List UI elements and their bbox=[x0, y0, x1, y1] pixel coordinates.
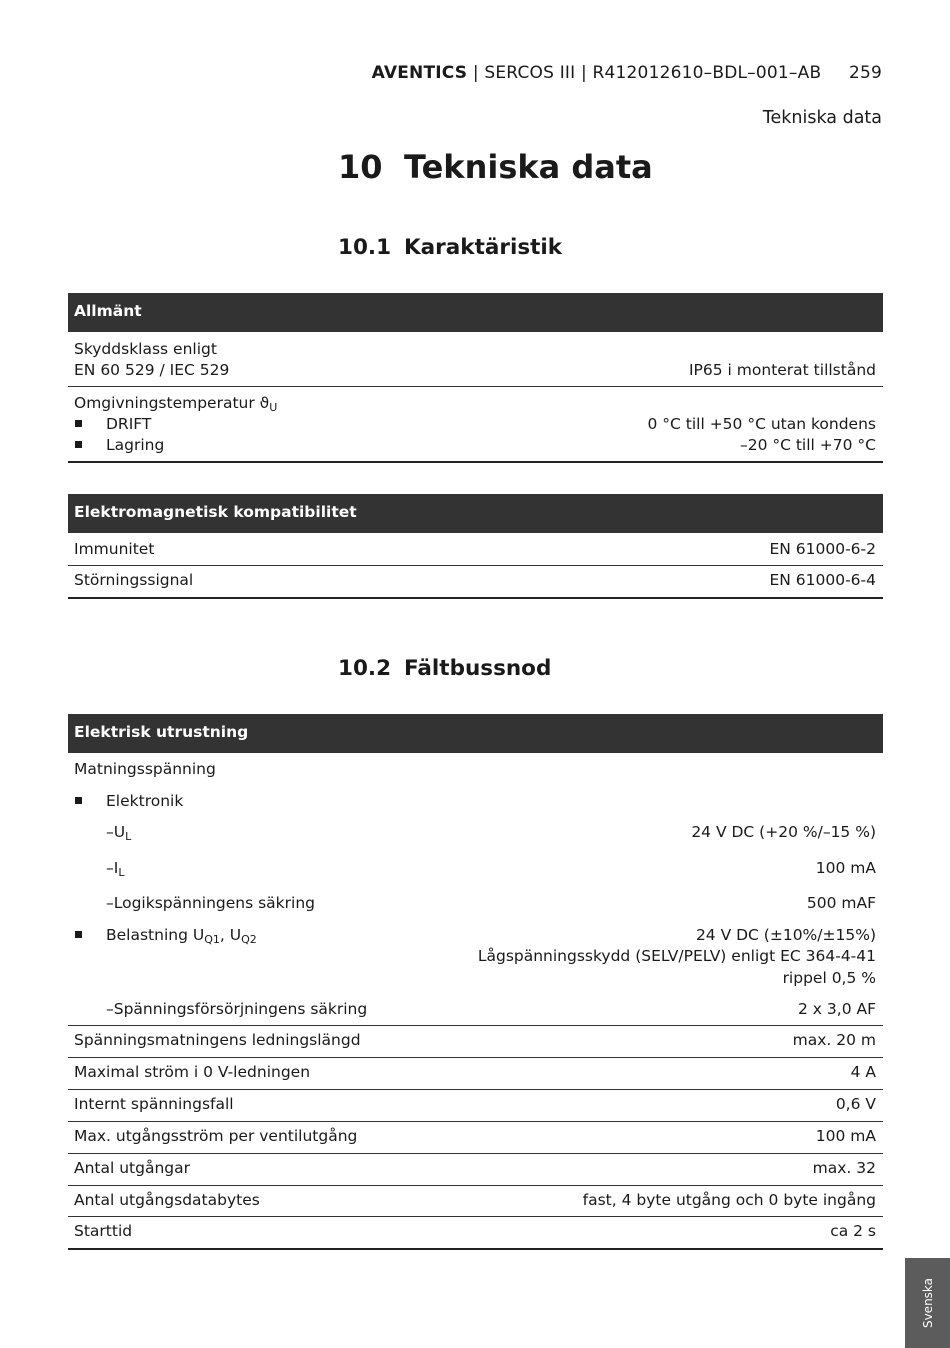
row-label: –Logikspänningens säkring bbox=[106, 894, 316, 912]
row-value: 0 °C till +50 °C utan kondens bbox=[647, 415, 876, 433]
table-row bbox=[68, 1090, 883, 1122]
row-label: Antal utgångsdatabytes bbox=[74, 1191, 260, 1209]
row-label: EN 60 529 / IEC 529 bbox=[74, 361, 230, 379]
row-value: 2 x 3,0 AF bbox=[798, 1000, 876, 1018]
brand-name: AVENTICS bbox=[371, 63, 468, 83]
row-value: 100 mA bbox=[815, 859, 876, 877]
row-value: 24 V DC (+20 %/–15 %) bbox=[691, 823, 876, 841]
row-value: EN 61000-6-2 bbox=[769, 540, 876, 558]
table-row bbox=[68, 333, 883, 387]
electrical-table bbox=[68, 714, 883, 1250]
row-label: Max. utgångsström per ventilutgång bbox=[74, 1127, 358, 1145]
table-header: Elektrisk utrustning bbox=[68, 714, 883, 754]
chapter-number: 10 bbox=[338, 148, 383, 186]
table-row bbox=[68, 387, 883, 463]
running-section-title: Tekniska data bbox=[762, 108, 882, 128]
section-number: 10.1 bbox=[338, 235, 392, 260]
row-label: Internt spänningsfall bbox=[74, 1095, 234, 1113]
table-row bbox=[68, 1122, 883, 1154]
row-value: 4 A bbox=[850, 1063, 876, 1081]
row-value: max. 32 bbox=[812, 1159, 876, 1177]
table-row bbox=[68, 534, 883, 566]
row-label: DRIFT bbox=[106, 415, 152, 433]
bullet-icon bbox=[74, 436, 106, 454]
table-header: Elektromagnetisk kompatibilitet bbox=[68, 494, 883, 534]
row-label: Lagring bbox=[106, 436, 165, 454]
section-title: Karaktäristik bbox=[404, 235, 563, 260]
row-label: Omgivningstemperatur $ϑ_U$ bbox=[74, 394, 278, 414]
section-number: 10.2 bbox=[338, 656, 392, 681]
table-row bbox=[68, 1217, 883, 1250]
row-label: $-U_L$ bbox=[106, 823, 132, 843]
row-label: Matningsspänning bbox=[74, 760, 216, 778]
row-value: 100 mA bbox=[815, 1127, 876, 1145]
table-row bbox=[68, 1186, 883, 1217]
row-value: Lågspänningsskydd (SELV/PELV) enligt EC 364-4-41 bbox=[477, 947, 876, 965]
row-value: 0,6 V bbox=[835, 1095, 876, 1113]
running-header bbox=[372, 63, 882, 83]
row-label: Elektronik bbox=[106, 792, 184, 810]
row-label: Skyddsklass enligt bbox=[74, 340, 217, 358]
page-number: 259 bbox=[848, 63, 882, 83]
section-heading-fieldbus-node bbox=[338, 656, 551, 681]
row-label: Immunitet bbox=[74, 540, 155, 558]
table-row bbox=[68, 1026, 883, 1058]
table-row bbox=[68, 1154, 883, 1186]
row-value: IP65 i monterat tillstånd bbox=[688, 361, 876, 379]
general-table bbox=[68, 293, 883, 463]
row-value: 500 mAF bbox=[806, 894, 876, 912]
row-value: fast, 4 byte utgång och 0 byte ingång bbox=[582, 1191, 876, 1209]
bullet-icon bbox=[74, 415, 106, 433]
row-value: –20 °C till +70 °C bbox=[739, 436, 876, 454]
row-label: –Spänningsförsörjningens säkring bbox=[106, 1000, 368, 1018]
row-value: max. 20 m bbox=[792, 1031, 876, 1049]
chapter-heading bbox=[338, 148, 653, 186]
row-label: Maximal ström i 0 V-ledningen bbox=[74, 1063, 311, 1081]
bullet-icon bbox=[74, 926, 106, 944]
row-value: ca 2 s bbox=[830, 1222, 876, 1240]
row-label: Antal utgångar bbox=[74, 1159, 191, 1177]
section-heading-characteristics bbox=[338, 235, 562, 260]
document-info: | SERCOS III | R412012610–BDL–001–AB bbox=[472, 63, 822, 83]
chapter-title: Tekniska data bbox=[404, 148, 653, 186]
section-title: Fältbussnod bbox=[404, 656, 552, 681]
table-row bbox=[68, 566, 883, 599]
language-tab bbox=[905, 1258, 950, 1348]
row-label: Störningssignal bbox=[74, 571, 194, 589]
table-row-supply-voltage bbox=[68, 754, 883, 1026]
row-label: $-I_L$ bbox=[106, 859, 125, 879]
emc-table bbox=[68, 494, 883, 599]
row-label: Belastning $U_{Q1}$, $U_{Q2}$ bbox=[106, 926, 257, 946]
row-label: Starttid bbox=[74, 1222, 133, 1240]
table-header: Allmänt bbox=[68, 293, 883, 333]
row-label: Spänningsmatningens ledningslängd bbox=[74, 1031, 361, 1049]
row-value: rippel 0,5 % bbox=[782, 969, 876, 987]
language-tab-label: Svenska bbox=[920, 1277, 935, 1329]
bullet-icon bbox=[74, 792, 106, 810]
row-value: 24 V DC (±10%/±15%) bbox=[695, 926, 876, 944]
row-value: EN 61000-6-4 bbox=[769, 571, 876, 589]
table-row bbox=[68, 1058, 883, 1090]
